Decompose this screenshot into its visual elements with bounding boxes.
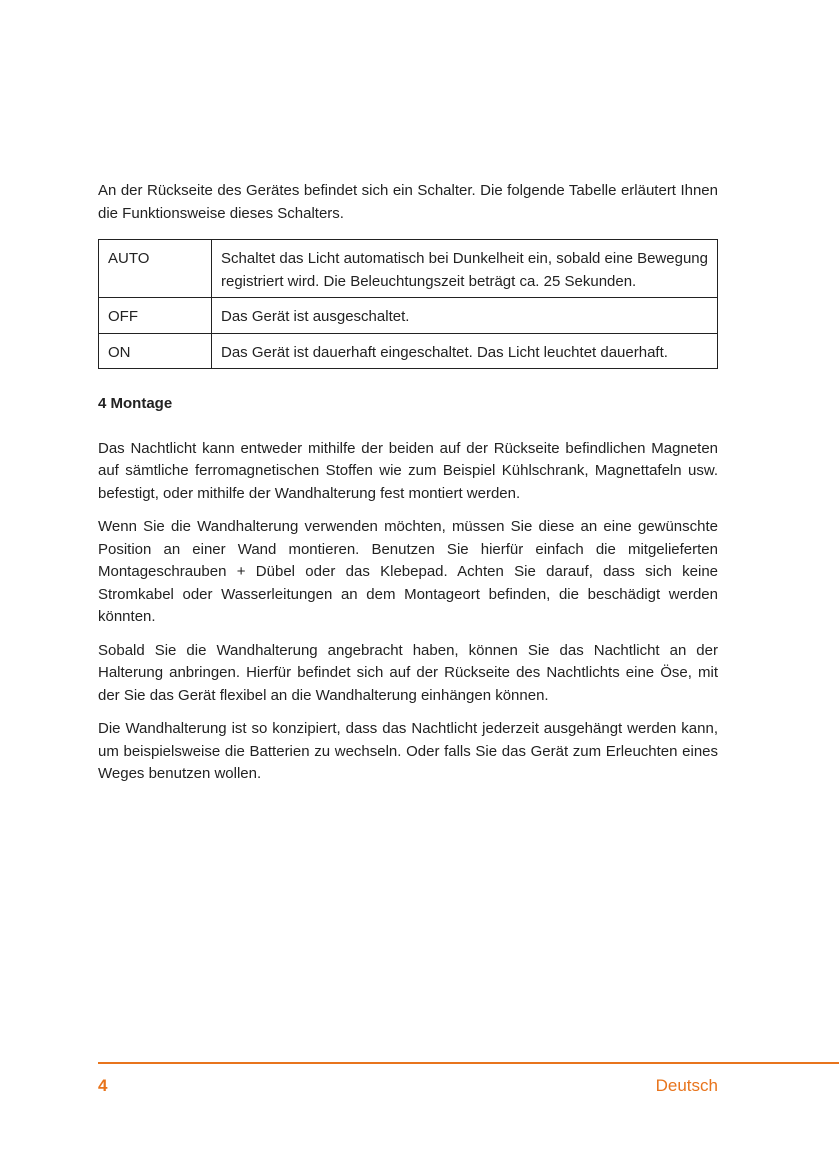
table-cell-description: Das Gerät ist ausgeschaltet. bbox=[212, 298, 718, 334]
table-cell-mode: ON bbox=[99, 333, 212, 369]
switch-function-table bbox=[98, 239, 718, 369]
footer-language: Deutsch bbox=[655, 1076, 718, 1095]
table-row bbox=[99, 298, 718, 334]
table-row bbox=[99, 240, 718, 298]
table-cell-description: Das Gerät ist dauerhaft eingeschaltet. Das Licht leuchtet dauerhaft. bbox=[212, 333, 718, 369]
table-cell-mode: AUTO bbox=[99, 240, 212, 298]
section-heading: 4 Montage bbox=[98, 395, 173, 412]
body-paragraph: Das Nachtlicht kann entweder mithilfe der beiden auf der Rückseite befindlichen Magneten auf sämtliche ferromagnetischen Stoffen wie zum Beispiel Kühlschrank, Magnettafeln usw. befestigt, oder mithilfe der Wandhalterung fest montiert werden. bbox=[98, 439, 718, 502]
body-paragraph: Wenn Sie die Wandhalterung verwenden möchten, müssen Sie diese an eine gewünschte Position an einer Wand montieren. Benutzen Sie hierfür einfach die mitgelieferten Montageschrauben + Dübel oder das Klebepad. Achten Sie darauf, dass sich keine Stromkabel oder Wasserleitungen an dem Montageort befinden, die beschädigt werden könnten. bbox=[98, 518, 718, 625]
body-paragraph: Sobald Sie die Wandhalterung angebracht haben, können Sie das Nachtlicht an der Halterung anbringen. Hierfür befindet sich auf der Rückseite des Nachtlichts eine Öse, mit der Sie das Gerät flexibel an die Wandhalterung einhängen können. bbox=[98, 641, 718, 704]
page-content bbox=[98, 180, 718, 797]
table-row bbox=[99, 333, 718, 369]
body-paragraph: Die Wandhalterung ist so konzipiert, dass das Nachtlicht jederzeit ausgehängt werden kann, um beispielsweise die Batterien zu wechseln. Oder falls Sie das Gerät zum Erleuchten eines Weges benutzen wollen. bbox=[98, 720, 718, 782]
table-cell-mode: OFF bbox=[99, 298, 212, 334]
intro-paragraph: An der Rückseite des Gerätes befindet sich ein Schalter. Die folgende Tabelle erläutert Ihnen die Funktionsweise dieses Schalters. bbox=[98, 182, 718, 222]
footer-divider bbox=[98, 1062, 839, 1064]
page-number: 4 bbox=[98, 1076, 108, 1095]
table-cell-description: Schaltet das Licht automatisch bei Dunkelheit ein, sobald eine Bewegung registriert wird. Die Beleuchtungszeit beträgt ca. 25 Sekunden. bbox=[212, 240, 718, 298]
